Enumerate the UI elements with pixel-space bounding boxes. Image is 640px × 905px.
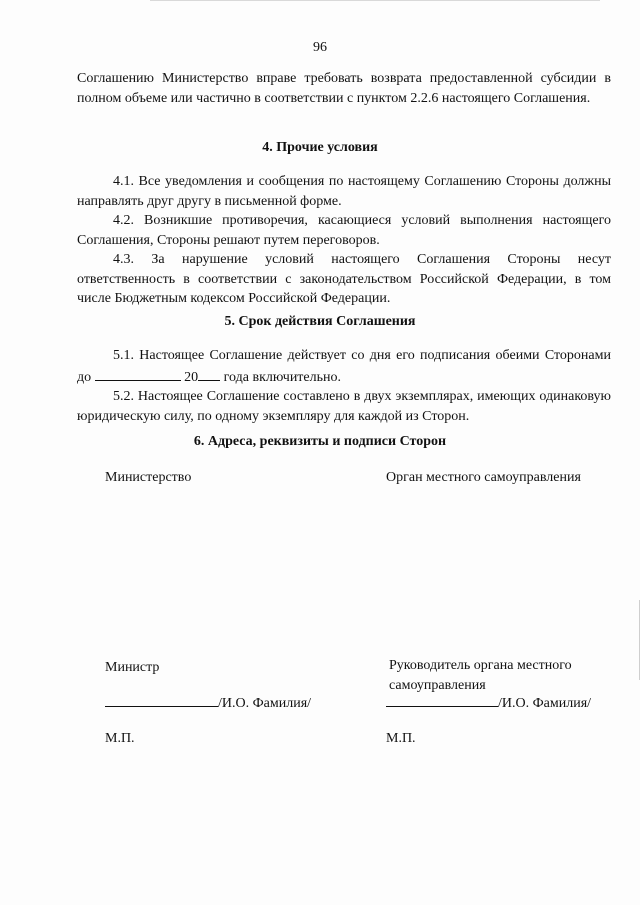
right-signature-blank	[386, 692, 498, 707]
year-prefix: 20	[184, 369, 199, 385]
section-5-title: 5. Срок действия Соглашения	[224, 314, 416, 329]
right-signature-line	[386, 692, 591, 714]
scan-edge-line	[150, 0, 600, 1]
left-signer-title: Министр	[105, 660, 160, 675]
clause-4-1: 4.1. Все уведомления и сообщения по настоящему Соглашению Стороны должны направлять друг другу в письменной форме.	[77, 174, 611, 209]
page-number: 96	[313, 40, 327, 55]
right-signer-title	[389, 656, 572, 695]
clause-5-1	[77, 346, 611, 387]
right-name-placeholder: /И.О. Фамилия/	[498, 696, 592, 711]
intro-text: Соглашению Министерство вправе требовать возврата предоставленной субсидии в полном объеме или частично в соответствии с пунктом 2.2.6 настоящего Соглашения.	[77, 71, 611, 106]
section-4-body	[77, 172, 611, 309]
year-blank	[198, 366, 220, 381]
left-stamp-label: М.П.	[105, 731, 135, 746]
clause-5-1-end: года включительно.	[223, 369, 342, 385]
section-4-title: 4. Прочие условия	[262, 140, 378, 155]
right-stamp-label: М.П.	[386, 731, 416, 746]
clause-5-2: 5.2. Настоящее Соглашение составлено в двух экземплярах, имеющих одинаковую юридическую силу, по одному экземпляру для каждой из Сторон.	[77, 389, 611, 424]
left-party-label: Министерство	[105, 470, 192, 485]
section-5-body	[77, 346, 611, 426]
intro-paragraph	[77, 69, 611, 108]
clause-4-2: 4.2. Возникшие противоречия, касающиеся условий выполнения настоящего Соглашения, Стороны решают путем переговоров.	[77, 213, 611, 248]
left-signature-blank	[105, 692, 218, 707]
left-name-placeholder: /И.О. Фамилия/	[218, 696, 312, 711]
left-signature-line	[105, 692, 311, 714]
clause-5-1-start: 5.1. Настоящее Соглашение действует со дня его подписания обеими Сторонами до	[77, 348, 611, 385]
right-signer-line-2: самоуправления	[389, 677, 486, 693]
right-signer-line-1: Руководитель органа местного	[389, 658, 572, 673]
clause-4-3: 4.3. За нарушение условий настоящего Соглашения Стороны несут ответственность в соответствии с законодательством Российской Федерации, в том числе Бюджетным кодексом Российской Федерации.	[77, 252, 611, 306]
section-6-title: 6. Адреса, реквизиты и подписи Сторон	[193, 434, 447, 449]
right-party-label: Орган местного самоуправления	[386, 470, 581, 485]
date-blank	[95, 366, 181, 381]
